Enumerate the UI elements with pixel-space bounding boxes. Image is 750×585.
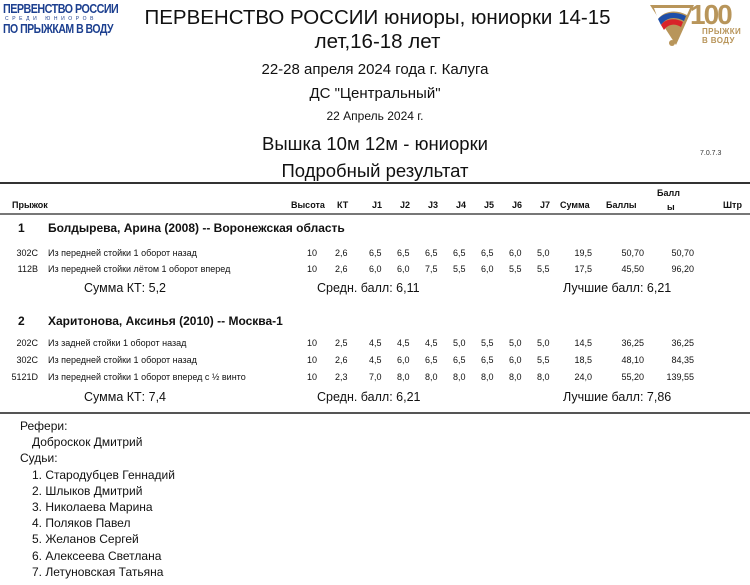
dive-height: 10 (307, 372, 318, 382)
col-penalty: Штр (723, 200, 742, 210)
column-header-divider (0, 213, 750, 215)
dive-total: 50,70 (671, 248, 694, 258)
col-dd: КТ (337, 200, 349, 210)
dive-height: 10 (307, 355, 318, 365)
dive-height: 10 (307, 338, 318, 348)
logo-line-2: СРЕДИ ЮНИОРОВ (5, 16, 98, 22)
judge-score: 6,0 (509, 355, 522, 365)
diving-100-years-logo (648, 0, 750, 48)
dive-description: Из передней стойки 1 оборот назад (48, 248, 197, 258)
judge-score: 6,0 (397, 264, 410, 274)
championship-logo (3, 2, 119, 40)
judge-score: 4,5 (425, 338, 438, 348)
judge-score: 6,0 (509, 248, 522, 258)
referee-label: Рефери: (20, 419, 68, 433)
dive-description: Из передней стойки 1 оборот назад (48, 355, 197, 365)
col-j6: J6 (512, 200, 523, 210)
dive-sum: 17,5 (574, 264, 592, 274)
dive-total: 96,20 (671, 264, 694, 274)
logo-number: 100 (690, 0, 731, 30)
judge-score: 5,5 (537, 355, 550, 365)
col-total (657, 186, 680, 214)
event-name: Вышка 10м 12м - юниорки (261, 133, 488, 154)
judge-score: 5,5 (453, 264, 466, 274)
header-divider (0, 182, 750, 184)
judge-score: 6,5 (397, 248, 410, 258)
col-j3: J3 (428, 200, 439, 210)
judge-score: 8,0 (481, 372, 494, 382)
dive-points: 55,20 (621, 372, 644, 382)
judge-score: 6,5 (481, 248, 494, 258)
judge-score: 6,5 (369, 248, 382, 258)
dive-code: 5121D (11, 372, 38, 382)
dive-code: 202C (16, 338, 38, 348)
venue: ДС "Центральный" (309, 85, 441, 102)
judge-score: 7,5 (425, 264, 438, 274)
judge-score: 4,5 (369, 338, 382, 348)
judge-score: 6,5 (425, 248, 438, 258)
logo-line-1: ПЕРВЕНСТВО РОССИИ (3, 2, 119, 16)
dive-height: 10 (307, 264, 318, 274)
diver-rank: 2 (18, 314, 25, 328)
judge-score: 4,5 (397, 338, 410, 348)
judge-score: 8,0 (509, 372, 522, 382)
dive-points: 36,25 (621, 338, 644, 348)
dive-points: 50,70 (621, 248, 644, 258)
dive-sum: 18,5 (574, 355, 592, 365)
judge-score: 8,0 (397, 372, 410, 382)
judge-score: 5,0 (537, 248, 550, 258)
judge-score: 6,5 (481, 355, 494, 365)
judge-item: 3. Николаева Марина (32, 500, 153, 515)
col-j7: J7 (540, 200, 551, 210)
dive-total: 139,55 (666, 372, 694, 382)
col-height: Высота (291, 200, 325, 210)
dive-points: 45,50 (621, 264, 644, 274)
judge-score: 5,0 (537, 338, 550, 348)
judge-score: 6,5 (453, 248, 466, 258)
judge-score: 5,5 (509, 264, 522, 274)
report-type: Подробный результат (281, 160, 469, 181)
version-label: 7.0.7.3 (700, 150, 722, 157)
judge-item: 5. Желанов Сергей (32, 532, 139, 547)
judge-score: 8,0 (453, 372, 466, 382)
col-sum: Сумма (560, 200, 590, 210)
dive-total: 36,25 (671, 338, 694, 348)
col-points: Баллы (606, 200, 637, 210)
dive-sum: 19,5 (574, 248, 592, 258)
logo-line-3: ПО ПРЫЖКАМ В ВОДУ (3, 22, 114, 36)
judge-score: 6,0 (369, 264, 382, 274)
officials-section (20, 418, 175, 580)
diver-rank: 1 (18, 221, 25, 235)
dive-dd: 2,6 (335, 355, 348, 365)
judge-score: 8,0 (425, 372, 438, 382)
dive-code: 112B (17, 264, 38, 274)
judge-score: 6,0 (397, 355, 410, 365)
logo-sub-1: ПРЫЖКИ (702, 27, 742, 36)
col-j2: J2 (400, 200, 411, 210)
col-total-line1: Балл (657, 188, 680, 198)
judges-label: Судьи: (20, 451, 58, 466)
dive-dd: 2,6 (335, 248, 348, 258)
dive-dd: 2,5 (335, 338, 348, 348)
dive-description: Из задней стойки 1 оборот назад (48, 338, 187, 348)
judge-score: 6,0 (481, 264, 494, 274)
diver-name: Болдырева, Арина (2008) -- Воронежская область (48, 221, 345, 235)
judge-score: 6,5 (425, 355, 438, 365)
diver-name: Харитонова, Аксинья (2010) -- Москва-1 (48, 314, 283, 328)
logo-sub-2: В ВОДУ (702, 36, 735, 45)
dive-total: 84,35 (671, 355, 694, 365)
dd-total: Сумма КТ: 7,4 (84, 390, 166, 404)
dive-sum: 14,5 (574, 338, 592, 348)
report-date: 22 Апрель 2024 г. (326, 109, 424, 123)
col-total-line2: ы (667, 202, 675, 212)
judge-score: 5,5 (481, 338, 494, 348)
average-score: Средн. балл: 6,21 (317, 390, 421, 404)
judge-item: 7. Летуновская Татьяна (32, 564, 164, 579)
dive-description: Из передней стойки 1 оборот вперед с ½ винто (48, 372, 246, 382)
col-j4: J4 (456, 200, 467, 210)
col-dive: Прыжок (12, 200, 48, 210)
judge-score: 8,0 (537, 372, 550, 382)
judge-item: 2. Шлыков Дмитрий (32, 483, 143, 498)
judge-item: 1. Стародубцев Геннадий (32, 467, 175, 482)
col-j1: J1 (372, 200, 383, 210)
judge-score: 5,0 (509, 338, 522, 348)
competition-title: ПЕРВЕНСТВО РОССИИ юниоры, юниорки 14-15 лет,16-18 лет (144, 6, 611, 53)
best-score: Лучшие балл: 7,86 (563, 390, 672, 404)
judge-score: 5,0 (453, 338, 466, 348)
table-footer-divider (0, 412, 750, 414)
judge-score: 6,5 (453, 355, 466, 365)
dive-sum: 24,0 (574, 372, 592, 382)
judge-item: 6. Алексеева Светлана (32, 548, 162, 563)
col-j5: J5 (484, 200, 495, 210)
judge-score: 4,5 (369, 355, 382, 365)
judge-item: 4. Поляков Павел (32, 516, 131, 531)
dive-height: 10 (307, 248, 318, 258)
dates-city: 22-28 апреля 2024 года г. Калуга (261, 61, 489, 78)
logo-let: ЛЕТ (732, 9, 742, 15)
judge-score: 5,5 (537, 264, 550, 274)
average-score: Средн. балл: 6,11 (317, 281, 420, 295)
dive-dd: 2,3 (335, 372, 348, 382)
dive-code: 302C (16, 355, 38, 365)
best-score: Лучшие балл: 6,21 (563, 281, 672, 295)
dive-code: 302C (16, 248, 38, 258)
dive-description: Из передней стойки лётом 1 оборот вперед (48, 264, 231, 274)
dive-points: 48,10 (621, 355, 644, 365)
referee-name: Доброскок Дмитрий (32, 435, 143, 450)
dd-total: Сумма КТ: 5,2 (84, 281, 166, 295)
dive-dd: 2,6 (335, 264, 348, 274)
judge-score: 7,0 (369, 372, 382, 382)
